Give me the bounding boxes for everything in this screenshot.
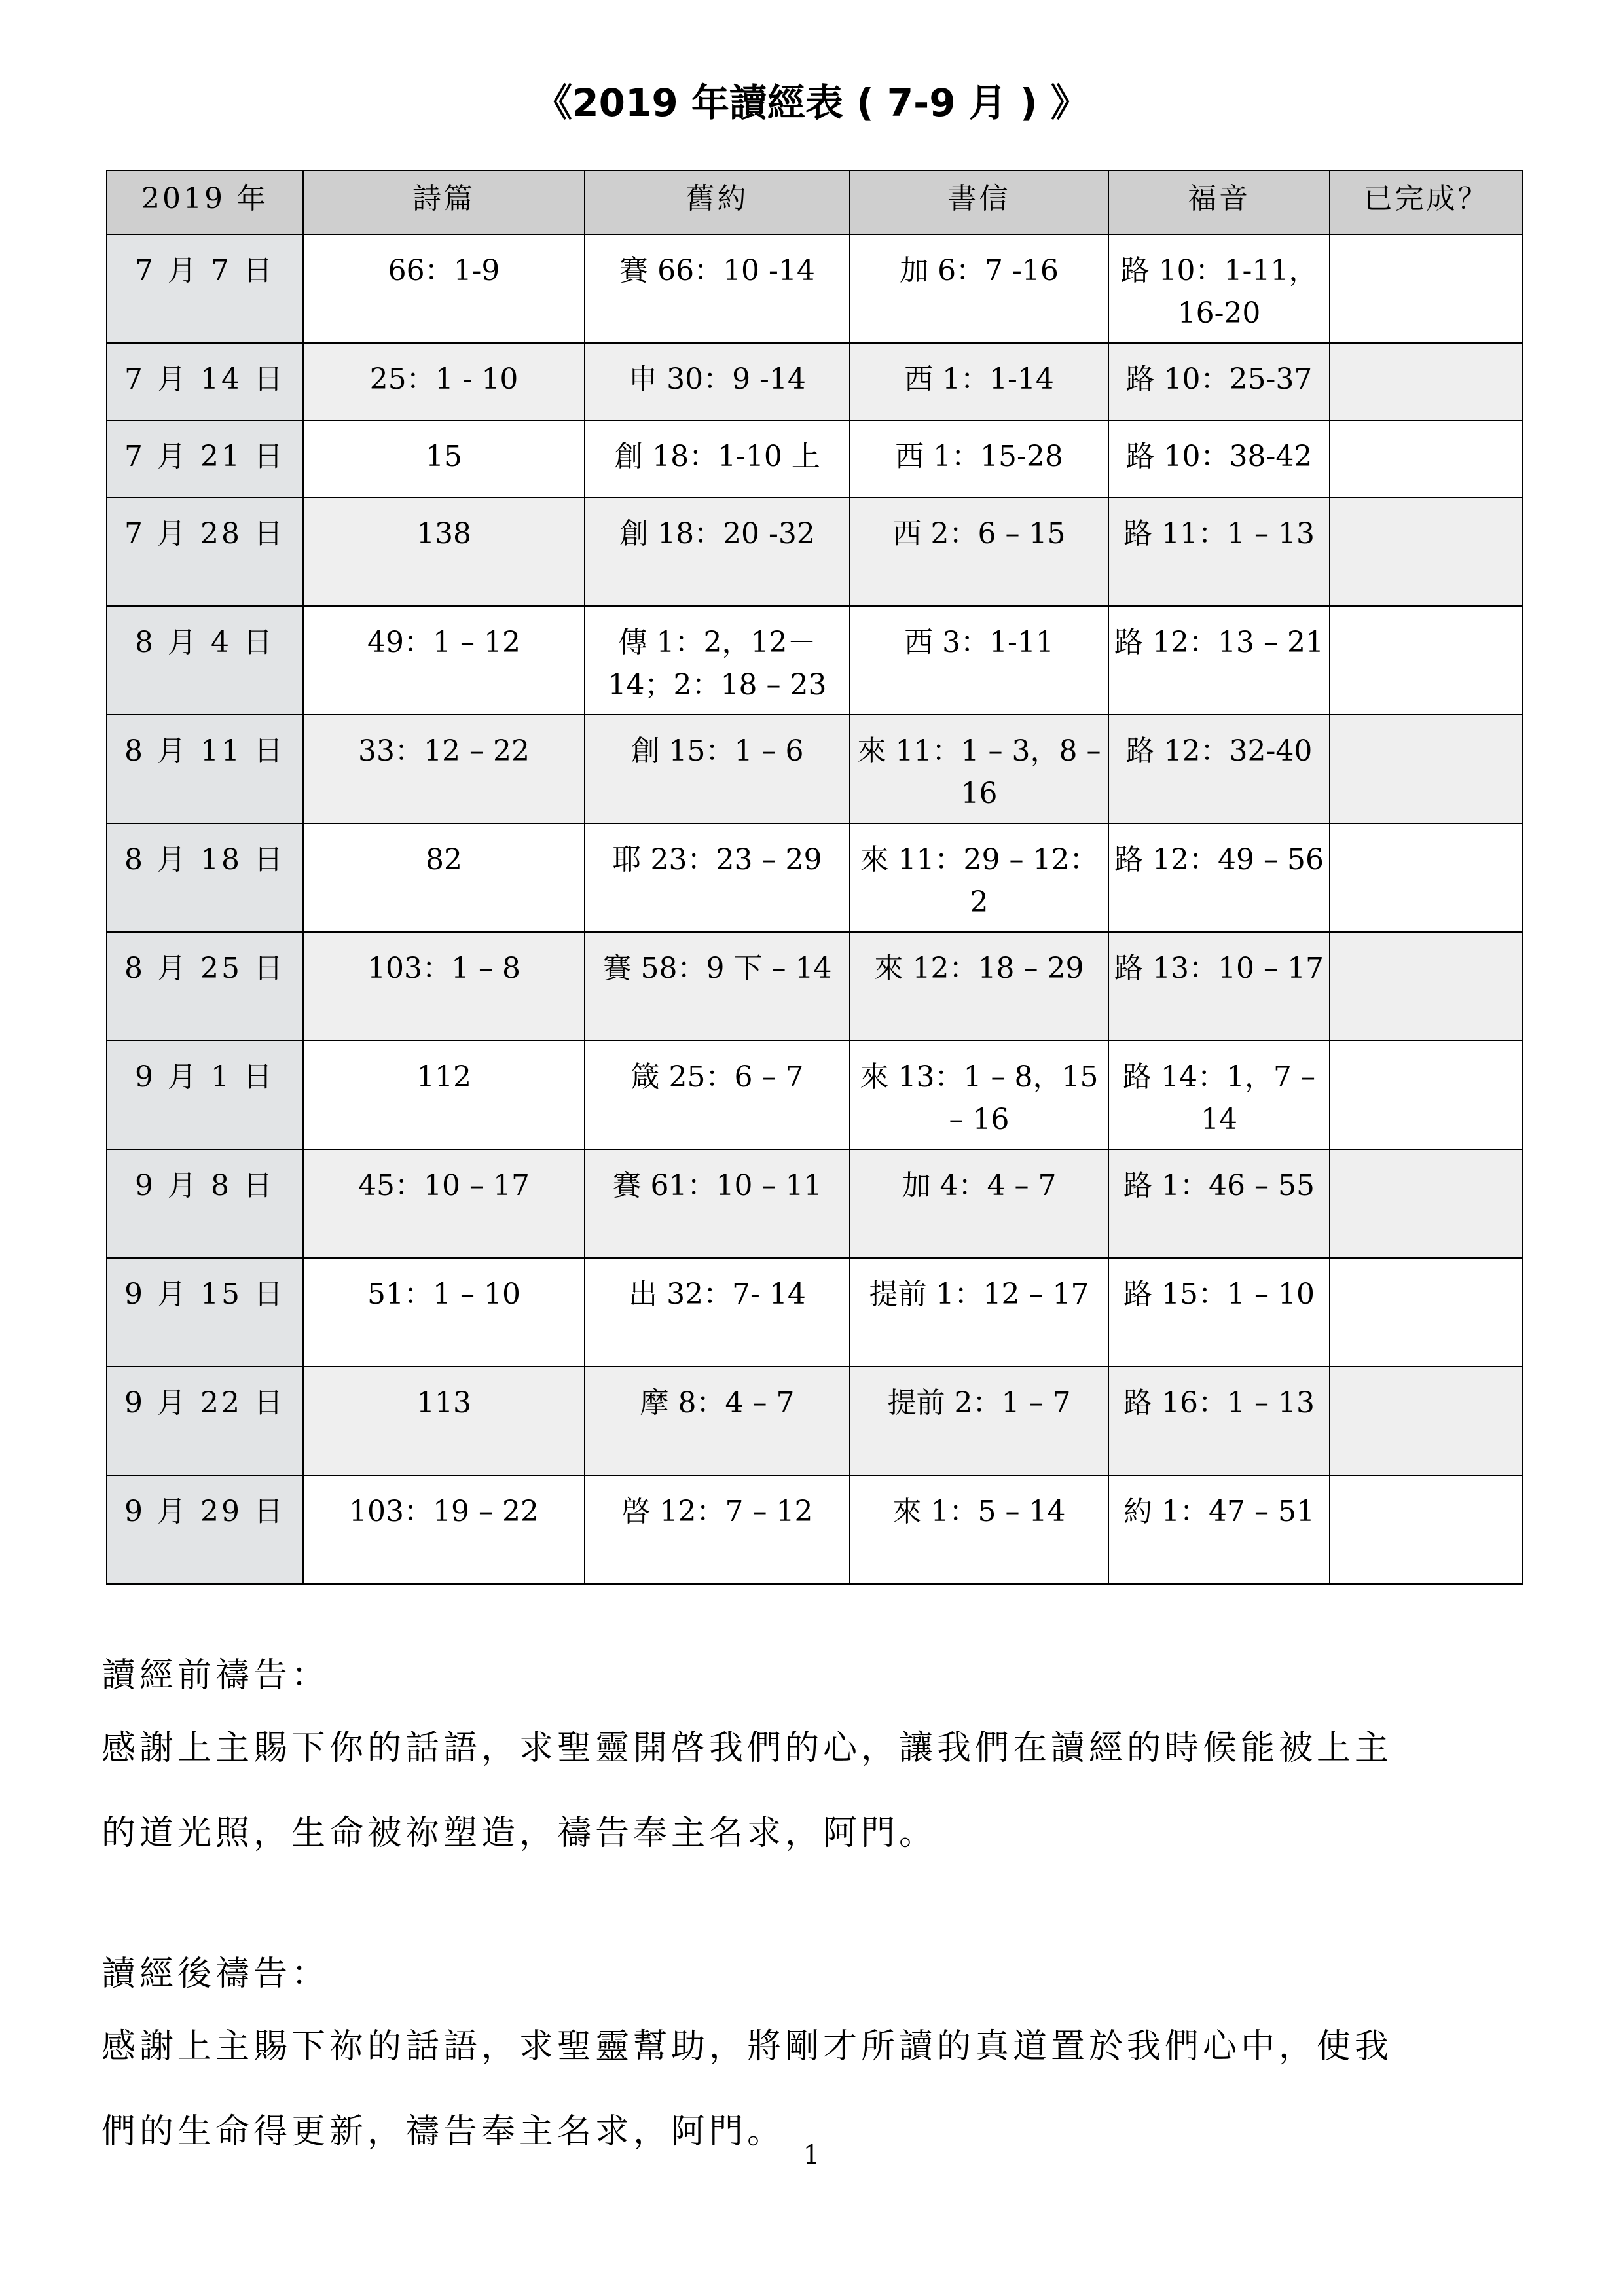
- cell-date: 7 月 28 日: [107, 497, 303, 606]
- cell-date: 8 月 4 日: [107, 606, 303, 715]
- cell-epistle: 加 4：4 – 7: [850, 1149, 1108, 1258]
- cell-date: 7 月 21 日: [107, 420, 303, 497]
- table-row: [107, 606, 1523, 715]
- cell-psalms: 15: [303, 420, 585, 497]
- cell-gospel: 路 1：46 – 55: [1108, 1149, 1330, 1258]
- table-body: [107, 234, 1523, 1584]
- cell-completed[interactable]: [1330, 1367, 1523, 1475]
- cell-epistle: 來 11：1 – 3，8 – 16: [850, 715, 1108, 823]
- cell-old-testament: 申 30：9 -14: [585, 343, 850, 420]
- table-row: [107, 234, 1523, 343]
- cell-epistle: 西 1：1-14: [850, 343, 1108, 420]
- table-row: [107, 1149, 1523, 1258]
- cell-old-testament: 賽 58：9 下 – 14: [585, 932, 850, 1041]
- cell-completed[interactable]: [1330, 823, 1523, 932]
- table-row: [107, 823, 1523, 932]
- reading-schedule-table: [106, 170, 1523, 1585]
- table-row: [107, 1475, 1523, 1584]
- table-row: [107, 343, 1523, 420]
- cell-psalms: 49：1 – 12: [303, 606, 585, 715]
- cell-gospel: 路 11：1 – 13: [1108, 497, 1330, 606]
- cell-old-testament: 摩 8：4 – 7: [585, 1367, 850, 1475]
- cell-gospel: 路 14：1，7 – 14: [1108, 1041, 1330, 1149]
- cell-gospel: 路 12：32-40: [1108, 715, 1330, 823]
- cell-gospel: 路 15：1 – 10: [1108, 1258, 1330, 1367]
- cell-completed[interactable]: [1330, 606, 1523, 715]
- document-title: 《2019 年讀經表 ( 7-9 月 ) 》: [534, 81, 1089, 125]
- table-row: [107, 1258, 1523, 1367]
- cell-completed[interactable]: [1330, 715, 1523, 823]
- cell-epistle: 來 12：18 – 29: [850, 932, 1108, 1041]
- table-row: [107, 715, 1523, 823]
- cell-date: 7 月 7 日: [107, 234, 303, 343]
- cell-psalms: 112: [303, 1041, 585, 1149]
- cell-gospel: 約 1：47 – 51: [1108, 1475, 1330, 1584]
- table-row: [107, 1041, 1523, 1149]
- cell-epistle: 西 3：1-11: [850, 606, 1108, 715]
- cell-completed[interactable]: [1330, 1149, 1523, 1258]
- cell-psalms: 138: [303, 497, 585, 606]
- page-number: 1: [803, 2140, 820, 2170]
- cell-old-testament: 創 18：1-10 上: [585, 420, 850, 497]
- prayers-section: [101, 1649, 1529, 2174]
- cell-psalms: 103：1 – 8: [303, 932, 585, 1041]
- cell-old-testament: 賽 66：10 -14: [585, 234, 850, 343]
- cell-date: 8 月 18 日: [107, 823, 303, 932]
- header-gospel: 福音: [1108, 170, 1330, 234]
- header-year: 2019 年: [107, 170, 303, 234]
- after-reading-prayer-heading: 讀經後禱告：: [101, 1954, 330, 1994]
- cell-completed[interactable]: [1330, 497, 1523, 606]
- cell-completed[interactable]: [1330, 234, 1523, 343]
- cell-psalms: 113: [303, 1367, 585, 1475]
- cell-epistle: 來 11：29 – 12：2: [850, 823, 1108, 932]
- cell-date: 8 月 25 日: [107, 932, 303, 1041]
- cell-completed[interactable]: [1330, 932, 1523, 1041]
- cell-completed[interactable]: [1330, 1258, 1523, 1367]
- header-psalms: 詩篇: [303, 170, 585, 234]
- cell-old-testament: 賽 61：10 – 11: [585, 1149, 850, 1258]
- table-row: [107, 497, 1523, 606]
- cell-old-testament: 耶 23：23 – 29: [585, 823, 850, 932]
- cell-old-testament: 創 15：1 – 6: [585, 715, 850, 823]
- cell-epistle: 西 1：15-28: [850, 420, 1108, 497]
- cell-gospel: 路 12：13 – 21: [1108, 606, 1330, 715]
- cell-completed[interactable]: [1330, 420, 1523, 497]
- cell-completed[interactable]: [1330, 1475, 1523, 1584]
- cell-gospel: 路 10：1-11，16-20: [1108, 234, 1330, 343]
- before-reading-prayer: [101, 1706, 1529, 1876]
- cell-gospel: 路 10：25-37: [1108, 343, 1330, 420]
- cell-old-testament: 傳 1：2，12－14；2：18 – 23: [585, 606, 850, 715]
- table-row: [107, 932, 1523, 1041]
- cell-date: 9 月 29 日: [107, 1475, 303, 1584]
- cell-gospel: 路 10：38-42: [1108, 420, 1330, 497]
- cell-psalms: 51：1 – 10: [303, 1258, 585, 1367]
- cell-epistle: 提前 2：1 – 7: [850, 1367, 1108, 1475]
- after-prayer-line-1: 感謝上主賜下祢的話語，求聖靈幫助，將剛才所讀的真道置於我們心中，使我: [101, 2027, 1393, 2066]
- cell-completed[interactable]: [1330, 1041, 1523, 1149]
- before-reading-prayer-heading: 讀經前禱告：: [101, 1656, 330, 1695]
- after-prayer-line-2: 們的生命得更新，禱告奉主名求，阿門。: [101, 2112, 786, 2151]
- cell-epistle: 來 1：5 – 14: [850, 1475, 1108, 1584]
- cell-date: 8 月 11 日: [107, 715, 303, 823]
- cell-psalms: 45：10 – 17: [303, 1149, 585, 1258]
- header-epistles: 書信: [850, 170, 1108, 234]
- header-completed: 已完成？: [1330, 170, 1523, 234]
- cell-completed[interactable]: [1330, 343, 1523, 420]
- cell-date: 9 月 8 日: [107, 1149, 303, 1258]
- cell-psalms: 33：12 – 22: [303, 715, 585, 823]
- cell-psalms: 82: [303, 823, 585, 932]
- cell-gospel: 路 13：10 – 17: [1108, 932, 1330, 1041]
- cell-epistle: 加 6：7 -16: [850, 234, 1108, 343]
- cell-old-testament: 創 18：20 -32: [585, 497, 850, 606]
- before-prayer-line-1: 感謝上主賜下你的話語，求聖靈開啓我們的心，讓我們在讀經的時候能被上主: [101, 1729, 1393, 1768]
- cell-old-testament: 箴 25：6 – 7: [585, 1041, 850, 1149]
- header-old-testament: 舊約: [585, 170, 850, 234]
- cell-epistle: 西 2：6 – 15: [850, 497, 1108, 606]
- table-header-row: [107, 170, 1523, 234]
- cell-date: 7 月 14 日: [107, 343, 303, 420]
- before-prayer-line-2: 的道光照，生命被祢塑造，禱告奉主名求，阿門。: [101, 1814, 938, 1853]
- cell-date: 9 月 22 日: [107, 1367, 303, 1475]
- table-row: [107, 420, 1523, 497]
- cell-date: 9 月 1 日: [107, 1041, 303, 1149]
- table-row: [107, 1367, 1523, 1475]
- cell-gospel: 路 12：49 – 56: [1108, 823, 1330, 932]
- cell-psalms: 66：1-9: [303, 234, 585, 343]
- cell-old-testament: 啓 12：7 – 12: [585, 1475, 850, 1584]
- cell-psalms: 103：19 – 22: [303, 1475, 585, 1584]
- cell-gospel: 路 16：1 – 13: [1108, 1367, 1330, 1475]
- cell-psalms: 25：1 - 10: [303, 343, 585, 420]
- cell-old-testament: 出 32：7- 14: [585, 1258, 850, 1367]
- cell-epistle: 提前 1：12 – 17: [850, 1258, 1108, 1367]
- cell-date: 9 月 15 日: [107, 1258, 303, 1367]
- cell-epistle: 來 13：1 – 8，15 – 16: [850, 1041, 1108, 1149]
